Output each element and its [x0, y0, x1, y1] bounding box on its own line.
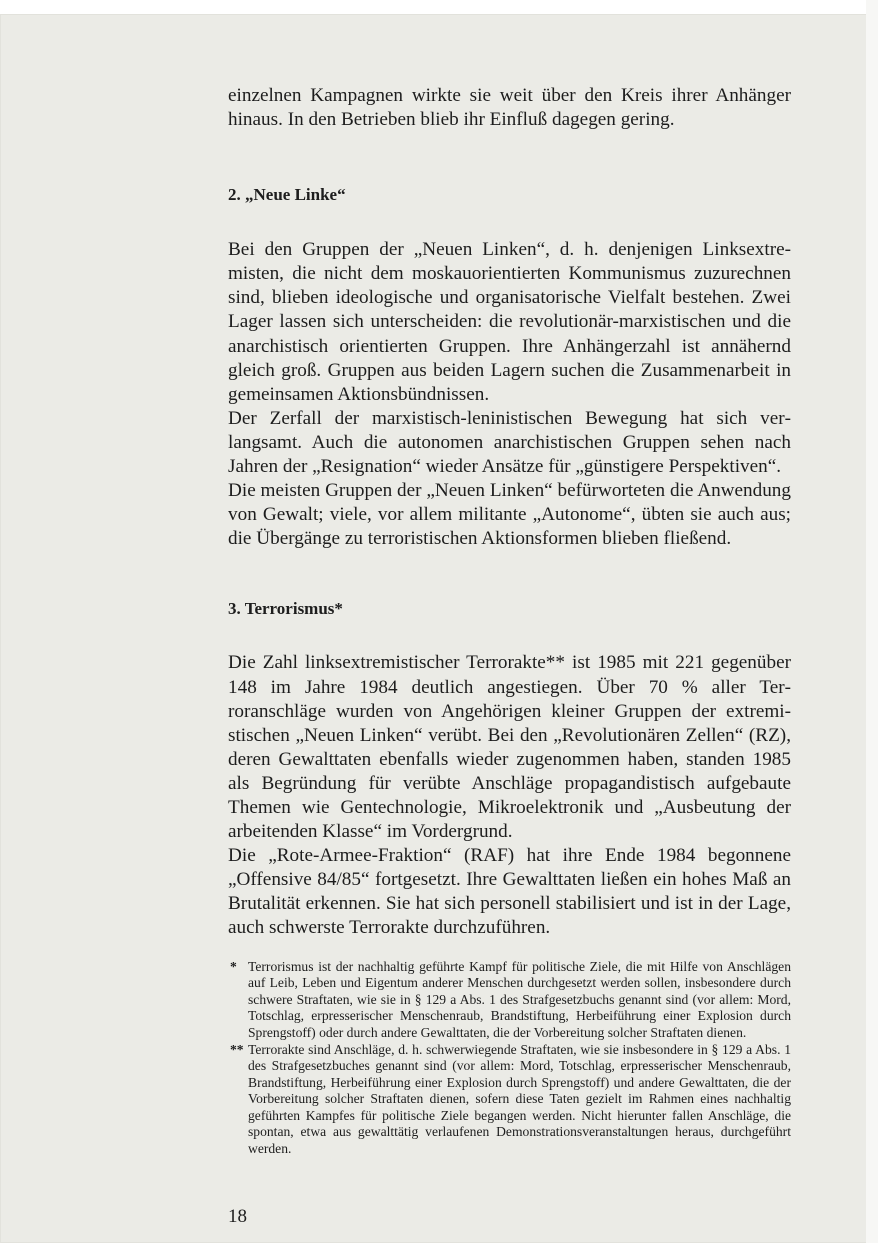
section-3-paragraph-1: Die Zahl linksextremistischer Terrorakte** ist 1985 mit 221 gegenüber 148 im Jahre 1984 deutlich angestiegen. Über 70 % aller Terroranschläge wurden von Angehörigen kleiner Gruppen der extremistischen „Neuen Linken“ verübt. Bei den „Revolutionären Zellen“ (RZ), deren Gewalttaten ebenfalls wieder zugenommen haben, standen 1985 als Begründung für verübte Anschläge propagandistisch aufgebaute Themen wie Gentechnologie, Mikroelektronik und „Ausbeutung der arbeitenden Klasse“ im Vordergrund. — [228, 652, 791, 843]
footnote-text: Terrorismus ist der nachhaltig geführte Kampf für politische Ziele, die mit Hilfe von Anschlägen auf Leib, Leben und Eigentum anderer Menschen durchgesetzt werden sollen, insbesondere durch schwere Straftaten, wie sie in § 129 a Abs. 1 des Strafgesetzbuchs genannt sind (vor allem: Mord, Totschlag, erpresserischer Menschenraub, Brandstiftung, Herbeiführung einer Explosion durch Sprengstoff) oder durch andere Gewalttaten, die der Vorbereitung solcher Straftaten dienen. — [248, 958, 791, 1040]
page-edge — [866, 0, 878, 1243]
footnotes — [228, 959, 791, 1158]
footnote — [228, 959, 791, 1042]
footnote-marker: * — [230, 958, 237, 974]
section-2-heading: 2. „Neue Linke“ — [228, 185, 346, 205]
footnote-marker: ** — [230, 1041, 244, 1057]
footnote — [228, 1042, 791, 1158]
section-2-paragraph-3: Die meisten Gruppen der „Neuen Linken“ befürworteten die Anwendung von Gewalt; viele, vor allem militante „Autonome“, übten sie auch aus; die Übergänge zu terroristischen Aktionsformen blieben fließend. — [228, 480, 791, 550]
section-3-heading: 3. Terrorismus* — [228, 599, 343, 619]
page-content — [228, 84, 791, 1158]
section-3-paragraph-2: Die „Rote-Armee-Fraktion“ (RAF) hat ihre Ende 1984 begonnene „Offensive 84/85“ fortgesetzt. Ihre Gewalttaten ließen ein hohes Maß an Brutalität erkennen. Sie hat sich personell stabilisiert und ist in der Lage, auch schwerste Terrorakte durchzuführen. — [228, 845, 791, 939]
section-2-paragraph-1: Bei den Gruppen der „Neuen Linken“, d. h. denjenigen Linksextremisten, die nicht dem moskauorientierten Kommunismus zuzurechnen sind, blieben ideologische und organisatorische Vielfalt bestehen. Zwei Lager lassen sich unterscheiden: die revolutionär-marxistischen und die anarchistisch orientierten Gruppen. Ihre Anhängerzahl ist annähernd gleich groß. Gruppen aus beiden Lagern suchen die Zusammenarbeit in gemeinsamen Aktionsbündnissen. — [228, 239, 791, 405]
section-2-paragraph-2: Der Zerfall der marxistisch-leninistischen Bewegung hat sich verlangsamt. Auch die autonomen anarchistischen Gruppen sehen nach Jahren der „Resignation“ wieder Ansätze für „günstigere Perspektiven“. — [228, 407, 791, 478]
page-number: 18 — [228, 1206, 247, 1227]
footnote-text: Terrorakte sind Anschläge, d. h. schwerwiegende Straftaten, wie sie insbesondere in § 129 a Abs. 1 des Strafgesetzbuches genannt sind (vor allem: Mord, Totschlag, erpresserischer Menschenraub, Brandstiftung, Herbeiführung einer Explosion durch Sprengstoff) und andere Gewalttaten, die der Vorbereitung solcher Straftaten dienen, sofern diese Taten gezielt im Rahmen eines nachhaltig geführten Kampfes für politische Ziele begangen werden. Nicht hierunter fallen Anschläge, die spontan, etwa aus gewalttätig verlaufenen Demonstrationsveranstaltungen heraus, durchgeführt werden. — [248, 1041, 791, 1157]
intro-paragraph: einzelnen Kampagnen wirkte sie weit über den Kreis ihrer Anhänger hinaus. In den Betrieben blieb ihr Einfluß dagegen gering. — [228, 85, 791, 131]
